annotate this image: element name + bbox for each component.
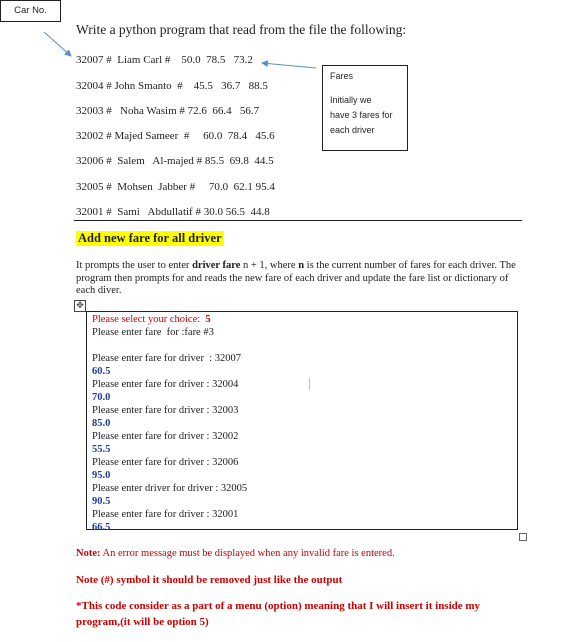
description — [76, 260, 516, 298]
note-menu-option — [76, 598, 480, 630]
record-line: 32007 # Liam Carl # 50.0 78.5 73.2 — [76, 54, 253, 66]
description-text: It prompts the user to enter — [76, 260, 193, 271]
text-cursor — [309, 378, 310, 390]
fares-callout-line: each driver — [330, 125, 375, 135]
note-hash-removal: Note (#) symbol it should be removed just like the output — [76, 574, 343, 586]
description-text: is the current number of fares for each driver. The program then prompts for and reads the new fare of each driver and update the fare list or dictionary of each diver. — [76, 260, 516, 296]
note-invalid-fare — [76, 548, 395, 559]
fares-arrow — [262, 63, 316, 68]
note-text: An error message must be displayed when any invalid fare is entered. — [100, 548, 395, 559]
entry-value: 60.5 — [92, 366, 111, 377]
record-line: 32005 # Mohsen Jabber # 70.0 62.1 95.4 — [76, 181, 275, 193]
entry-value: 55.5 — [92, 444, 111, 455]
entry-prompt: Please enter fare for driver : 32004 — [92, 379, 239, 390]
entry-value: 95.0 — [92, 470, 111, 481]
entry-prompt: Please enter fare for driver : 32006 — [92, 457, 239, 468]
entry-value: 70.0 — [92, 392, 111, 403]
page-heading: Write a python program that read from the file the following: — [76, 22, 407, 37]
car-no-arrow — [44, 32, 71, 56]
car-no-callout: Car No. — [0, 0, 61, 22]
entry-prompt: Please enter fare for driver : 32002 — [92, 431, 239, 442]
choice-row — [92, 313, 517, 326]
entry-prompt: Please enter fare for driver : 32007 — [92, 353, 241, 364]
fares-callout-line: have 3 fares for — [330, 110, 393, 120]
description-text: , where — [264, 260, 299, 271]
choice-prompt: Please select your choice: — [92, 314, 206, 325]
entry-prompt: Please enter fare for driver : 32003 — [92, 405, 239, 416]
record-line: 32003 # Noha Wasim # 72.6 66.4 56.7 — [76, 105, 260, 117]
resize-handle-icon[interactable] — [519, 533, 527, 541]
section-title: Add new fare for all driver — [78, 231, 222, 245]
entry-value: 66.5 — [92, 522, 111, 533]
description-bold: driver fare — [192, 260, 241, 271]
blank-line — [92, 339, 517, 352]
entry-prompt: Please enter fare for driver : 32001 — [92, 509, 239, 520]
description-bold: n — [298, 260, 305, 271]
fares-callout-title: Fares — [330, 71, 354, 81]
record-line: 32002 # Majed Sameer # 60.0 78.4 45.6 — [76, 130, 275, 142]
entry-value: 90.5 — [92, 496, 111, 507]
record-line: 32001 # Sami Abdullatif # 30.0 56.5 44.8 — [76, 206, 270, 218]
note-menu-line: program,(it will be option 5) — [76, 616, 209, 628]
record-line: 32006 # Salem Al-majed # 85.5 69.8 44.5 — [76, 155, 274, 167]
note-menu-line: *This code consider as a part of a menu (option) meaning that I will insert it inside my — [76, 600, 481, 612]
entry-value: 85.0 — [92, 418, 111, 429]
console-output-box — [86, 311, 518, 533]
fares-callout-line: Initially we — [330, 95, 372, 105]
choice-value: 5 — [205, 314, 211, 325]
description-text: n + 1 — [240, 260, 265, 271]
note-label: Note: — [76, 548, 101, 559]
fares-callout — [322, 65, 408, 151]
record-line: 32004 # John Smanto # 45.5 36.7 88.5 — [76, 80, 268, 92]
fare-header: Please enter fare for :fare #3 — [92, 327, 214, 338]
divider — [74, 220, 522, 221]
move-handle-icon[interactable]: ✥ — [74, 300, 86, 312]
entry-prompt: Please enter driver for driver : 32005 — [92, 483, 248, 494]
